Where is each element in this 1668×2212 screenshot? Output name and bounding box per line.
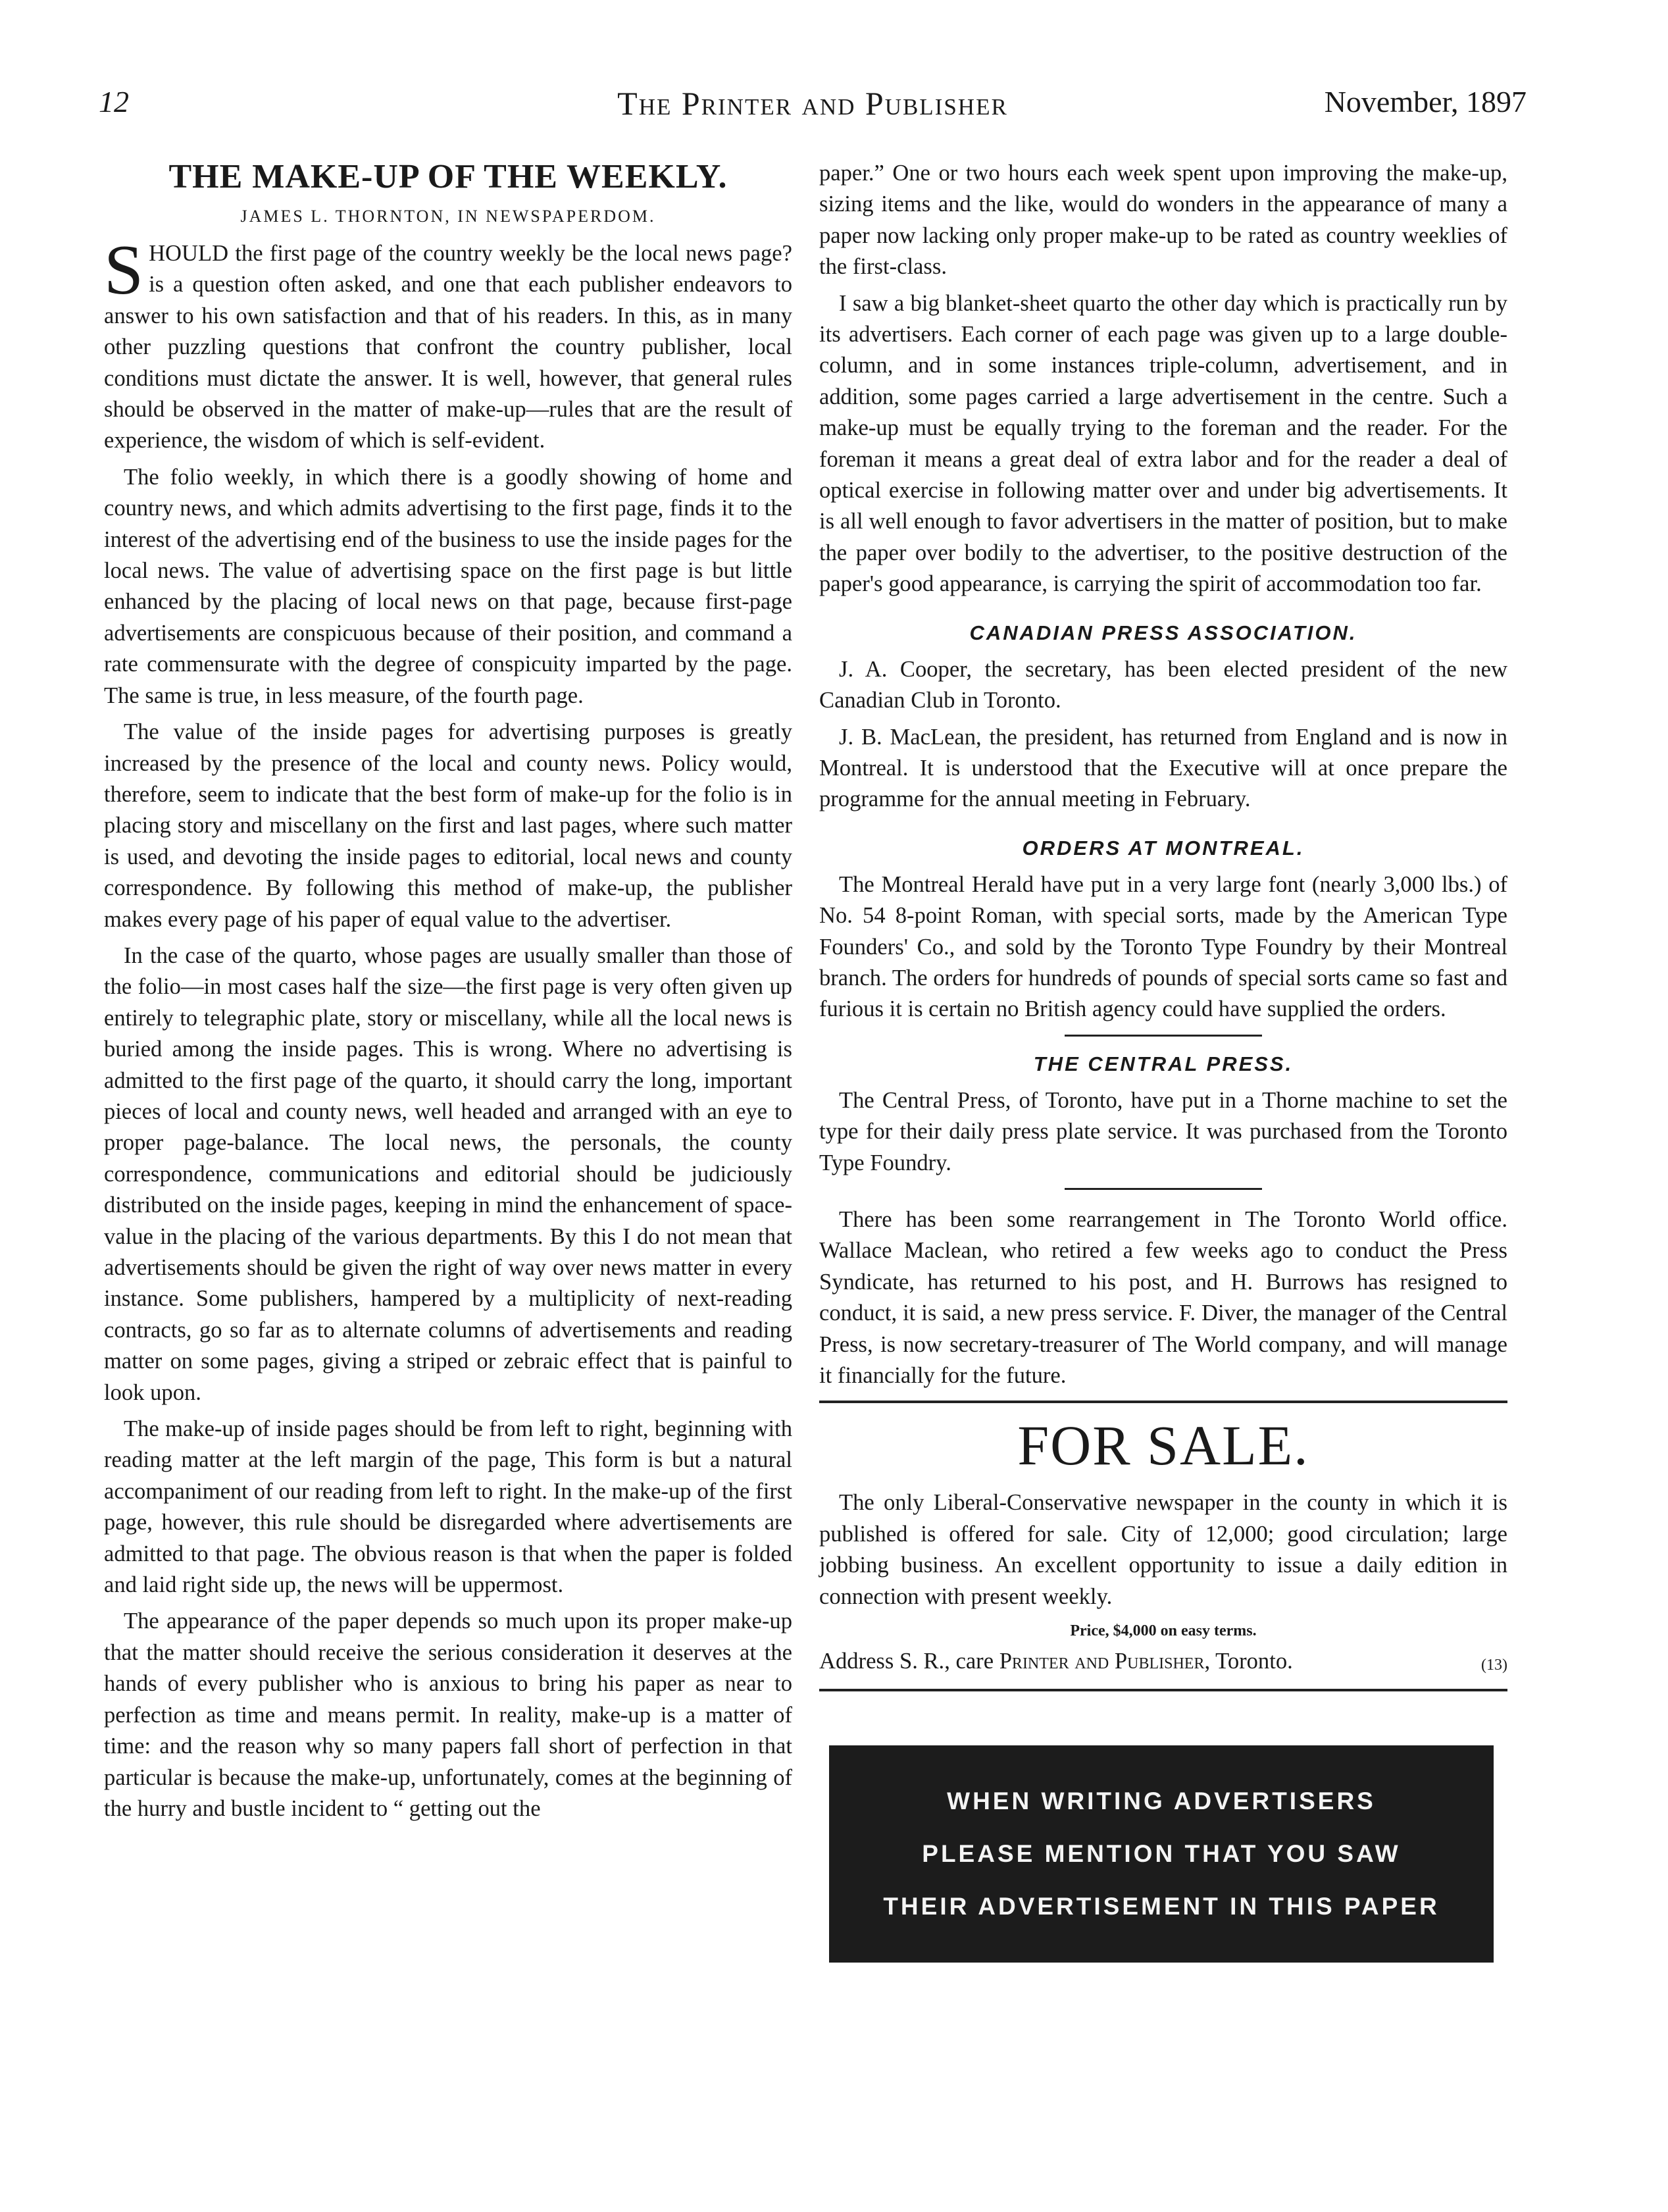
- article-paragraph: In the case of the quarto, whose pages are usually smaller than those of the folio—in most cases half the size—the first page is very often given up entirely to telegraphic plate, story or miscellany, while all the local news is buried among the inside pages. This is wrong. Where no advertising is admitted to the first page of the quarto, it should carry the long, important pieces of local and county news, well headed and arranged with an eye to proper page-balance. The local news, the personals, the county correspondence, communications and editorial should be judiciously distributed on the inside pages, keeping in mind the enhancement of space-value in the placing of the various departments. By this I do not mean that advertisements should be given the right of way over news matter in every instance. Some publishers, hampered by a multiplicity of next-reading contracts, go so far as to alternate columns of advertisements and reading matter on some pages, giving a striped or zebraic effect that is painful to look upon.: [104, 942, 792, 1405]
- publication-title: The Printer and Publisher: [617, 85, 1008, 122]
- divider: [1065, 1035, 1262, 1037]
- section-heading-orders-at-montreal: ORDERS AT MONTREAL.: [1022, 836, 1305, 860]
- toronto-world-paragraph: There has been some rearrangement in The Toronto World office. Wallace Maclean, who retired a few weeks ago to conduct the Press Syndicate, has returned to his post, and H. Burrows has resigned to conduct, it is said, a new press service. F. Diver, the manager of the Central Press, is now secretary-treasurer of The World company, and will manage it financially for the future.: [819, 1206, 1507, 1388]
- for-sale-price: Price, $4,000 on easy terms.: [1070, 1622, 1257, 1640]
- left-column: [104, 158, 792, 1824]
- article-title: THE MAKE-UP OF THE WEEKLY.: [168, 158, 728, 195]
- notice-line: WHEN WRITING ADVERTISERS: [947, 1788, 1376, 1815]
- address-prefix: Address S. R., care: [819, 1649, 994, 1674]
- advertisers-notice-box: [829, 1745, 1494, 1963]
- running-head: [99, 84, 1527, 130]
- issue-date: November, 1897: [1324, 85, 1527, 118]
- for-sale-heading: FOR SALE.: [1017, 1414, 1309, 1478]
- news-paragraph: The Central Press, of Toronto, have put in a Thorne machine to set the type for their daily press plate service. It was purchased from the Toronto Type Foundry.: [819, 1087, 1507, 1175]
- section-heading-canadian-press-association: CANADIAN PRESS ASSOCIATION.: [969, 621, 1357, 644]
- notice-line: THEIR ADVERTISEMENT IN THIS PAPER: [883, 1893, 1440, 1920]
- address-suffix: , Toronto.: [1204, 1649, 1293, 1674]
- article-continued-paragraph: paper.” One or two hours each week spent upon improving the make-up, sizing items and the like, would do wonders in the appearance of many a paper now lacking only proper make-up to be rated as country weeklies of the first-class.: [819, 161, 1507, 280]
- drop-cap: S: [104, 231, 144, 309]
- article-continued-paragraph: I saw a big blanket-sheet quarto the other day which is practically run by its advertisers. Each corner of each page was given up to a large double-column, and in some instances triple-column, advertisement, and in addition, some pages carried a large advertisement in the centre. Such a make-up must be equally trying to the foreman and the reader. For the foreman it means a great deal of extra labor and for the reader a deal of optical exercise in following matter over and under big advertisements. It is all well enough to favor advertisers in the matter of position, but to make the paper over bodily to the advertiser, to the positive destruction of the paper's good appearance, is carrying the spirit of accommodation too far.: [819, 290, 1507, 597]
- article-first-paragraph: [104, 231, 792, 457]
- article-byline: JAMES L. THORNTON, IN NEWSPAPERDOM.: [240, 207, 656, 226]
- article-paragraph: The make-up of inside pages should be from left to right, beginning with reading matter at the left margin of the page, This form is but a natural accompaniment of our reading from left to right. In the make-up of the first page, however, this rule should be disregarded where advertisements are admitted to that page. The obvious reason is that when the paper is folded and laid right side up, the news will be uppermost.: [104, 1416, 792, 1598]
- article-paragraph: The folio weekly, in which there is a goodly showing of home and country news, and which admits advertising to the first page, finds it to the interest of the advertising end of the business to use the inside pages for the local news. The value of advertising space on the first page is but little enhanced by the placing of local news on that page, because first-page advertisements are conspicuous because of their position, and command a rate commensurate with the degree of conspicuity imparted by the page. The same is true, in less measure, of the fourth page.: [104, 464, 792, 708]
- news-paragraph: J. A. Cooper, the secretary, has been elected president of the new Canadian Club in Toronto.: [819, 656, 1507, 713]
- for-sale-body: The only Liberal-Conservative newspaper in the county in which it is published is offered for sale. City of 12,000; good circulation; large jobbing business. An excellent opportunity to issue a daily edition in connection with present weekly.: [819, 1490, 1507, 1609]
- right-column: [819, 158, 1507, 1963]
- first-paragraph-text: HOULD the first page of the country weekly be the local news page? is a question often asked, and one that each publisher endeavors to answer to his own satisfaction and that of his readers. In this, as in many other puzzling questions that confront the country publisher, local conditions must dictate the answer. It is well, however, that general rules should be observed in the matter of make-up—rules that are the result of experience, the wisdom of which is self-evident.: [104, 241, 792, 453]
- article-paragraph: The appearance of the paper depends so much upon its proper make-up that the matter should receive the serious consideration it deserves at the hands of every publisher who is anxious to bring his paper as near to perfection as time and means permit. In reality, make-up is a matter of time: and the reason why so many papers fall short of perfection in that particular is because the make-up, unfortunately, comes at the beginning of the hurry and bustle incident to “ getting out the: [104, 1608, 792, 1821]
- divider: [819, 1401, 1507, 1403]
- news-paragraph: J. B. MacLean, the president, has returned from England and is now in Montreal. It is understood that the Executive will at once prepare the programme for the annual meeting in February.: [819, 724, 1507, 812]
- article-paragraph: The value of the inside pages for advertising purposes is greatly increased by the presence of the local and county news. Policy would, therefore, seem to indicate that the best form of make-up for the folio is in placing story and miscellany on the first and last pages, where such matter is used, and devoting the inside pages to editorial, local news and county correspondence. By following this method of make-up, the publisher makes every page of his paper of equal value to the advertiser.: [104, 719, 792, 932]
- news-paragraph: The Montreal Herald have put in a very large font (nearly 3,000 lbs.) of No. 54 8-point Roman, with special sorts, made by the American Type Founders' Co., and sold by the Toronto Type Foundry by their Montreal branch. The orders for hundreds of pounds of special sorts came so fast and furious it is certain no British agency could have supplied the orders.: [819, 871, 1507, 1022]
- notice-line: PLEASE MENTION THAT YOU SAW: [922, 1840, 1401, 1868]
- divider: [819, 1689, 1507, 1691]
- page-number: 12: [99, 85, 129, 118]
- advert-key-mark: (13): [1481, 1657, 1507, 1674]
- divider: [1065, 1188, 1262, 1190]
- section-heading-central-press: THE CENTRAL PRESS.: [1033, 1052, 1294, 1075]
- address-publication: Printer and Publisher: [999, 1649, 1205, 1674]
- for-sale-address: [819, 1645, 1507, 1677]
